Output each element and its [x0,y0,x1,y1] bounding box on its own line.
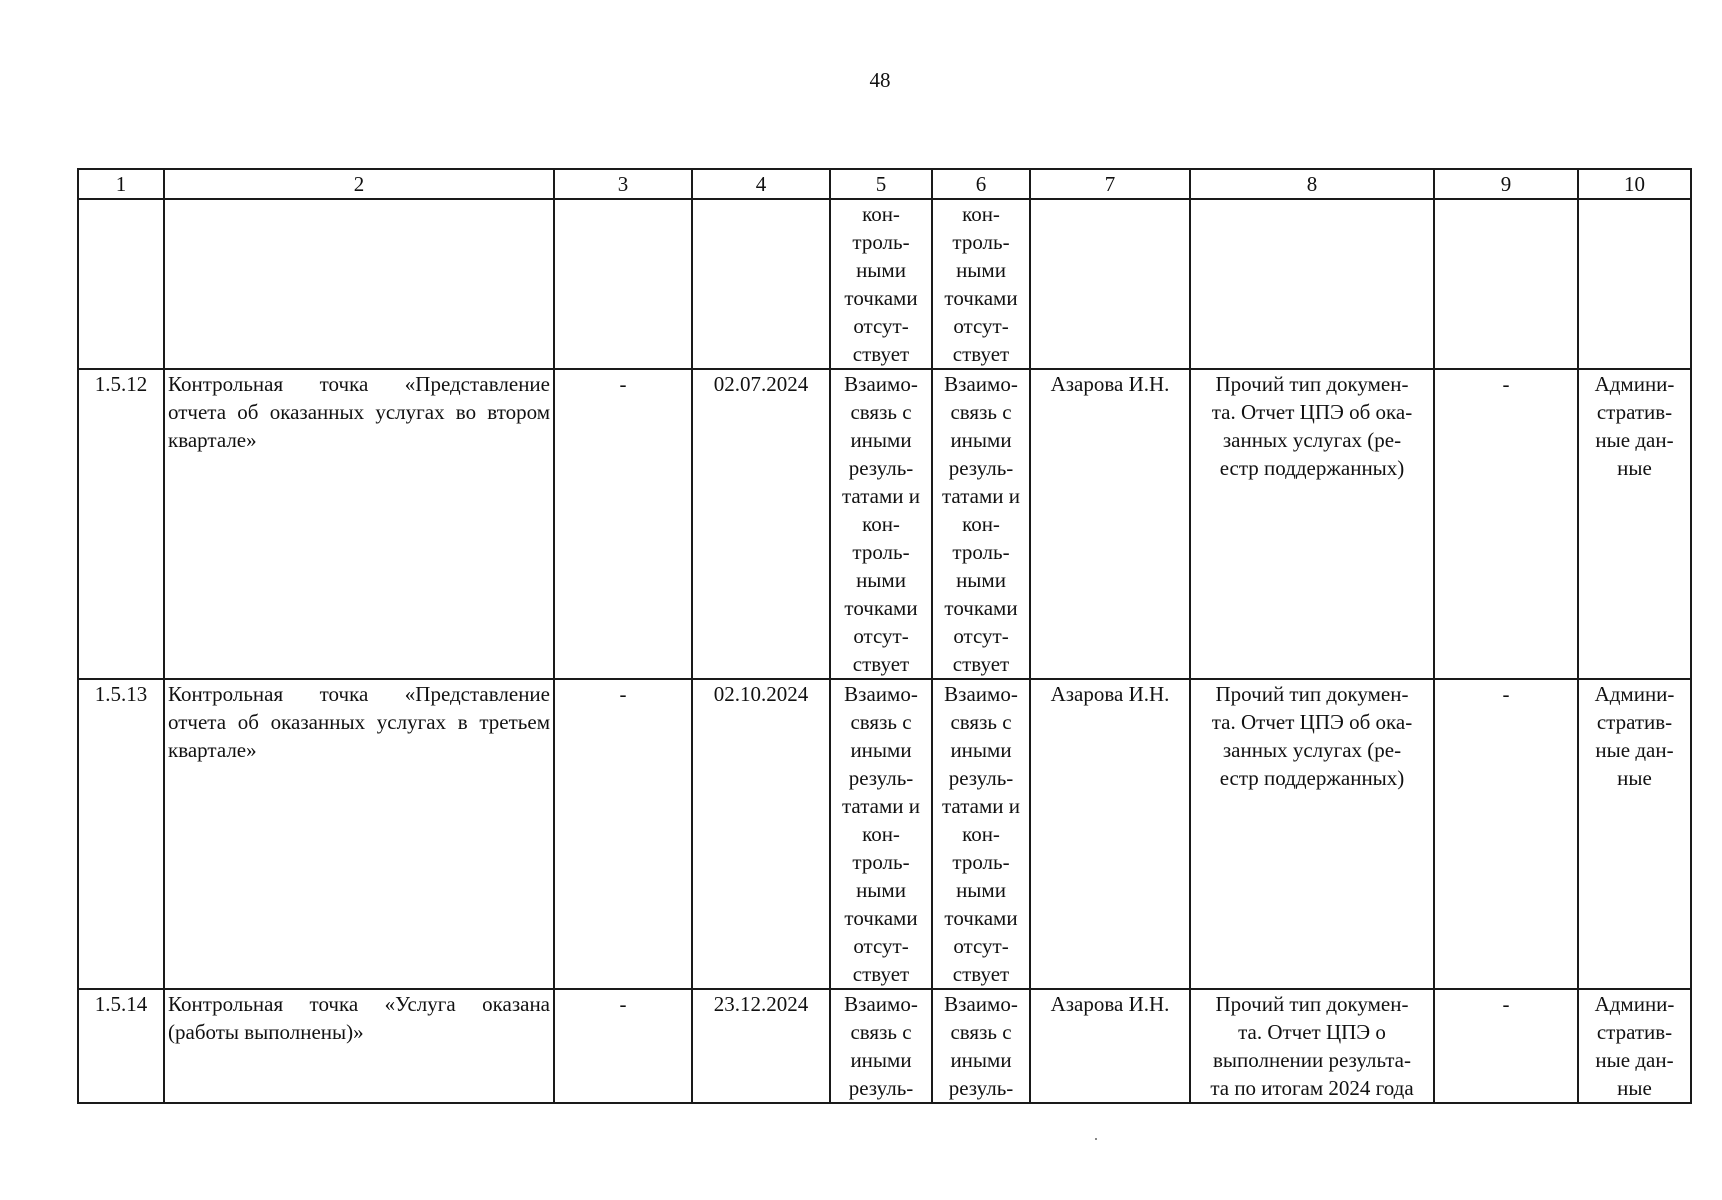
data-source [1578,679,1691,989]
link-col6-line: троль- [952,850,1010,874]
data-source [1578,989,1691,1103]
document-type [1190,679,1434,989]
col3-value [554,199,692,369]
link-col6-line: троль- [952,540,1010,564]
document-type-line: занных услугах (ре- [1222,428,1402,452]
data-source [1578,369,1691,679]
data-source-line: ные дан- [1595,738,1674,762]
link-col5-line: связь с [850,400,912,424]
document-type-line: естр поддержанных) [1219,766,1405,790]
link-col6-line: точками [944,286,1018,310]
link-col6 [932,679,1030,989]
link-col6-line: ными [956,258,1006,282]
link-col6 [932,989,1030,1103]
link-col5-line: кон- [862,822,900,846]
data-source-line: стратив- [1596,1020,1673,1044]
link-col5-line: кон- [862,512,900,536]
due-date: 02.10.2024 [692,679,830,989]
link-col5-line: точками [844,596,918,620]
link-col5-line: Взаимо- [844,682,918,706]
table-row [78,369,1691,679]
link-col6-line: ствует [952,342,1010,366]
link-col6-line: Взаимо- [944,992,1018,1016]
link-col5 [830,199,932,369]
item-name [164,199,554,369]
data-source-line: стратив- [1596,400,1673,424]
plan-table [77,168,1692,1104]
col3-value: - [554,369,692,679]
link-col5-line: кон- [862,202,900,226]
link-col5-line: иными [850,1048,912,1072]
link-col6 [932,369,1030,679]
col-header: 4 [692,169,830,199]
link-col5 [830,989,932,1103]
document-type [1190,199,1434,369]
link-col6-line: резуль- [948,456,1014,480]
data-source-line: Админи- [1594,682,1675,706]
document-type-line: занных услугах (ре- [1222,738,1402,762]
link-col5-line: троль- [852,230,910,254]
table-row [78,989,1691,1103]
document-type-line: Прочий тип докумен- [1215,682,1409,706]
link-col5 [830,369,932,679]
item-number: 1.5.12 [78,369,164,679]
link-col5-line: точками [844,906,918,930]
responsible-person [1030,199,1190,369]
link-col5-line: троль- [852,850,910,874]
link-col6-line: отсут- [953,314,1009,338]
responsible-person: Азарова И.Н. [1030,369,1190,679]
link-col5-line: ными [856,878,906,902]
link-col5-line: связь с [850,710,912,734]
document-type-line: та. Отчет ЦПЭ об ока- [1211,400,1413,424]
link-col6-line: резуль- [948,766,1014,790]
link-col5-line: Взаимо- [844,992,918,1016]
document-type-line: та по итогам 2024 года [1210,1076,1414,1100]
link-col6-line: Взаимо- [944,682,1018,706]
col3-value: - [554,989,692,1103]
link-col6-line: иными [950,428,1012,452]
table-row [78,199,1691,369]
link-col5-line: Взаимо- [844,372,918,396]
col-header: 3 [554,169,692,199]
item-name: Контрольная точка «Представление отчета об оказанных услугах в третьем квартале» [164,679,554,989]
data-source-line: ные дан- [1595,1048,1674,1072]
link-col5-line: троль- [852,540,910,564]
data-source-line: ные дан- [1595,428,1674,452]
item-number: 1.5.13 [78,679,164,989]
link-col6-line: кон- [962,822,1000,846]
link-col6-line: связь с [950,1020,1012,1044]
data-source-line: стратив- [1596,710,1673,734]
link-col5-line: ствует [852,652,910,676]
link-col5-line: иными [850,738,912,762]
link-col5-line: резуль- [848,1076,914,1100]
link-col6-line: троль- [952,230,1010,254]
col-header: 10 [1578,169,1691,199]
link-col6-line: татами и [942,484,1020,508]
link-col5-line: точками [844,286,918,310]
link-col5-line: отсут- [853,314,909,338]
link-col6-line: Взаимо- [944,372,1018,396]
link-col5-line: татами и [842,794,920,818]
data-source-line: ные [1617,1076,1652,1100]
link-col6 [932,199,1030,369]
link-col6-line: отсут- [953,624,1009,648]
link-col6-line: ствует [952,652,1010,676]
link-col5-line: ствует [852,962,910,986]
document-type [1190,989,1434,1103]
col-header: 8 [1190,169,1434,199]
link-col6-line: ными [956,878,1006,902]
link-col6-line: татами и [942,794,1020,818]
responsible-person: Азарова И.Н. [1030,989,1190,1103]
data-source-line: ные [1617,766,1652,790]
link-col5-line: иными [850,428,912,452]
document-type-line: естр поддержанных) [1219,456,1405,480]
data-source [1578,199,1691,369]
document-type-line: Прочий тип докумен- [1215,372,1409,396]
col9-value: - [1434,989,1578,1103]
due-date: 23.12.2024 [692,989,830,1103]
link-col6-line: связь с [950,710,1012,734]
link-col5-line: резуль- [848,766,914,790]
link-col6-line: кон- [962,512,1000,536]
link-col5 [830,679,932,989]
link-col6-line: отсут- [953,934,1009,958]
header-row [78,169,1691,199]
col-header: 2 [164,169,554,199]
link-col6-line: точками [944,906,1018,930]
link-col5-line: ными [856,568,906,592]
item-name: Контрольная точка «Услуга оказана (работы выполнены)» [164,989,554,1103]
link-col6-line: иными [950,1048,1012,1072]
document-type-line: Прочий тип докумен- [1215,992,1409,1016]
document-type [1190,369,1434,679]
col9-value [1434,199,1578,369]
item-number [78,199,164,369]
table-row [78,679,1691,989]
link-col5-line: связь с [850,1020,912,1044]
link-col5-line: отсут- [853,624,909,648]
due-date: 02.07.2024 [692,369,830,679]
link-col6-line: резуль- [948,1076,1014,1100]
link-col6-line: кон- [962,202,1000,226]
data-source-line: ные [1617,456,1652,480]
link-col6-line: ствует [952,962,1010,986]
scan-speck [1095,1138,1097,1140]
item-name: Контрольная точка «Представление отчета об оказанных услугах во втором квартале» [164,369,554,679]
link-col6-line: иными [950,738,1012,762]
link-col6-line: точками [944,596,1018,620]
link-col5-line: отсут- [853,934,909,958]
link-col5-line: ствует [852,342,910,366]
col-header: 9 [1434,169,1578,199]
due-date [692,199,830,369]
responsible-person: Азарова И.Н. [1030,679,1190,989]
link-col5-line: татами и [842,484,920,508]
data-source-line: Админи- [1594,372,1675,396]
col-header: 1 [78,169,164,199]
col9-value: - [1434,679,1578,989]
col-header: 7 [1030,169,1190,199]
col3-value: - [554,679,692,989]
col-header: 6 [932,169,1030,199]
item-number: 1.5.14 [78,989,164,1103]
link-col6-line: связь с [950,400,1012,424]
document-type-line: та. Отчет ЦПЭ об ока- [1211,710,1413,734]
link-col6-line: ными [956,568,1006,592]
data-source-line: Админи- [1594,992,1675,1016]
page-number: 48 [869,68,891,92]
document-type-line: та. Отчет ЦПЭ о [1238,1020,1386,1044]
link-col5-line: резуль- [848,456,914,480]
col-header: 5 [830,169,932,199]
link-col5-line: ными [856,258,906,282]
col9-value: - [1434,369,1578,679]
document-type-line: выполнении результа- [1212,1048,1411,1072]
